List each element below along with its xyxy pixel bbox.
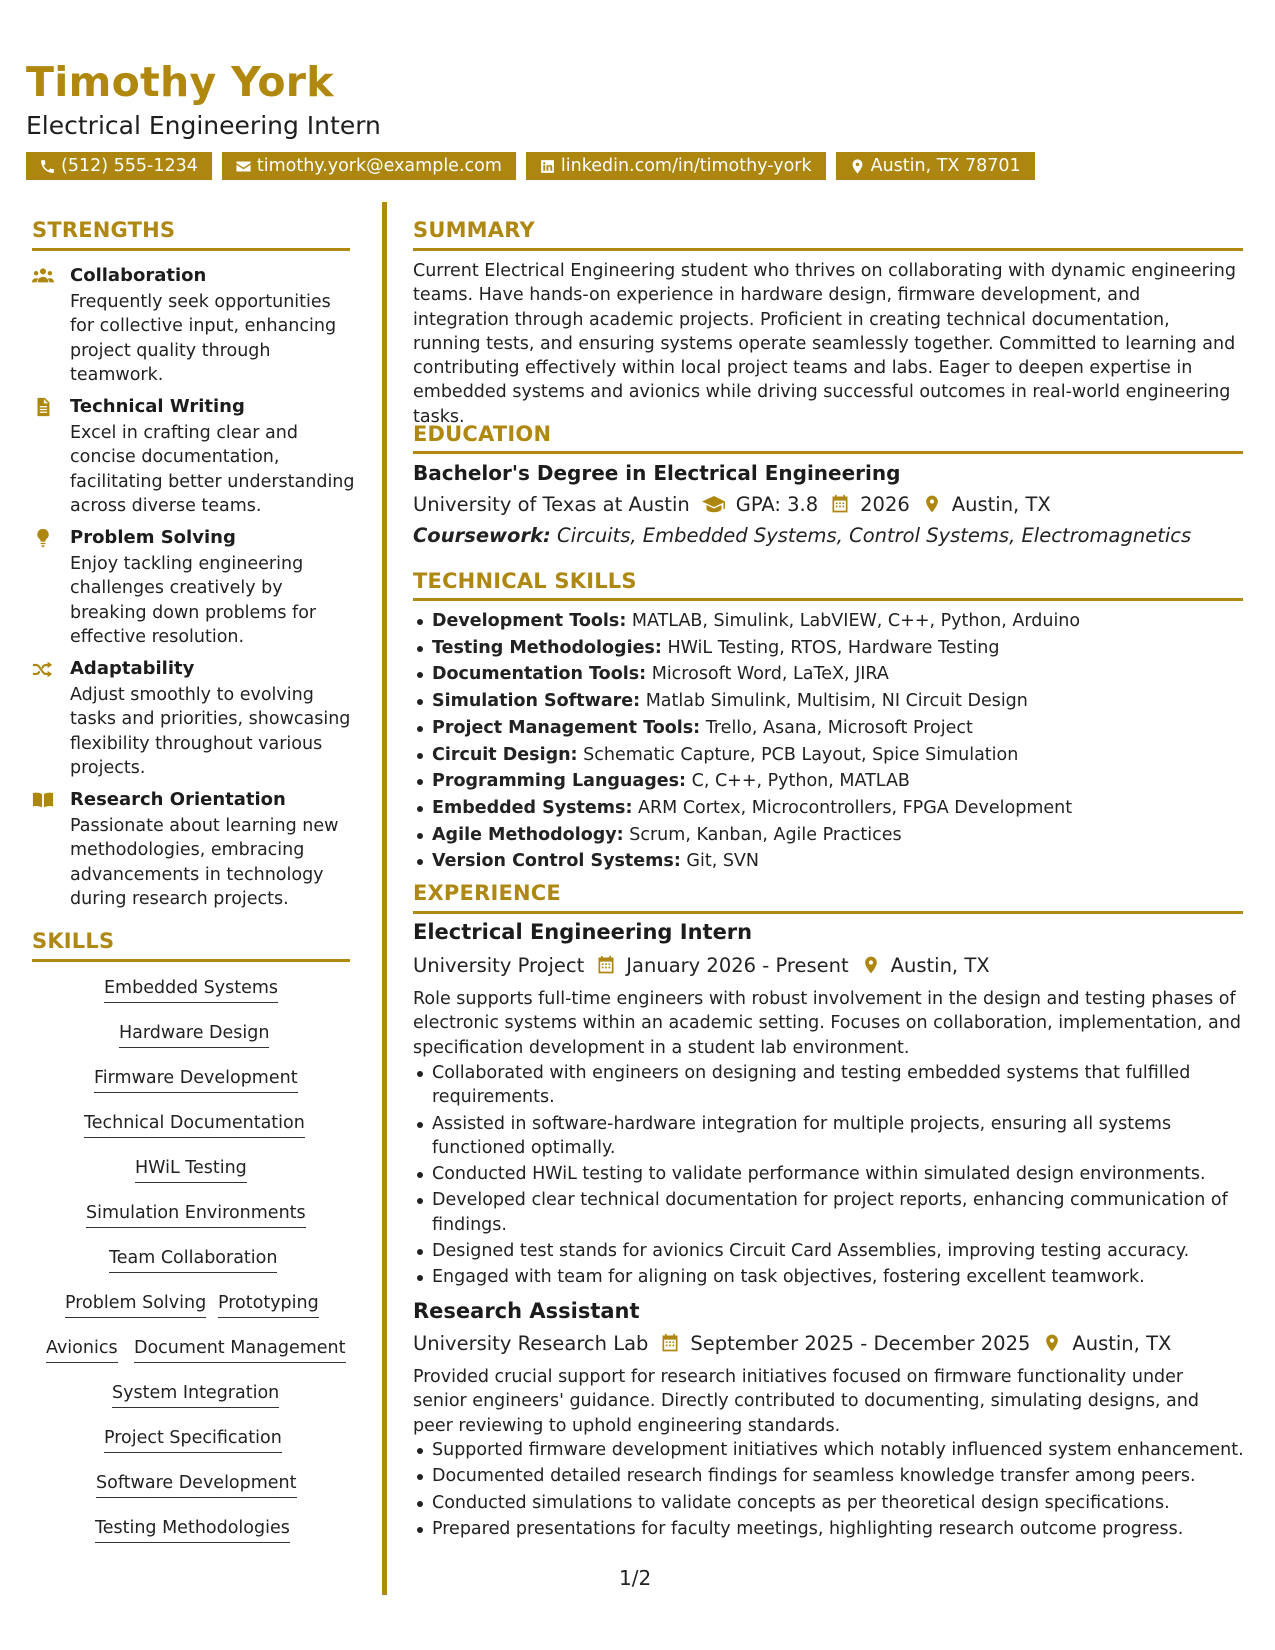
lightbulb-icon <box>32 528 54 548</box>
technical-skill-item <box>432 661 1267 688</box>
education-meta <box>413 491 1051 517</box>
strength-title: Collaboration <box>70 265 207 286</box>
phone-icon <box>39 158 56 175</box>
skill-tag: Firmware Development <box>94 1067 298 1093</box>
skill-tag: Technical Documentation <box>84 1112 305 1138</box>
technical-skill-item <box>432 795 1267 822</box>
coursework-list: Circuits, Embedded Systems, Control Systems, Electromagnetics <box>557 524 1192 547</box>
strength-description: Passionate about learning new methodologies, embracing advancements in technology during research projects. <box>70 816 339 909</box>
job-bullet: Collaborated with engineers on designing and testing embedded systems that fulfilled requirements. <box>432 1061 1267 1110</box>
job-bullet: Conducted HWiL testing to validate performance within simulated design environments. <box>432 1162 1267 1186</box>
skill-values: MATLAB, Simulink, LabVIEW, C++, Python, Arduino <box>631 611 1081 631</box>
skill-tag: Prototyping <box>218 1292 319 1318</box>
technical-skills-list <box>413 608 1267 875</box>
technical-skill-item <box>432 822 1267 849</box>
education-location: Austin, TX <box>951 492 1051 516</box>
school-name: University of Texas at Austin <box>413 492 690 516</box>
job-organization: University Research Lab <box>413 1331 649 1355</box>
skill-tag: Software Development <box>96 1472 297 1498</box>
map-pin-icon <box>849 158 866 175</box>
calendar-icon <box>660 1333 680 1353</box>
skill-tag: Avionics <box>46 1337 118 1363</box>
contact-bar <box>26 152 1035 180</box>
job-description: Provided crucial support for research initiatives focused on firmware functionality under senior engineers' guidance. Directly contributed to documenting, simulating designs, and peer reviewing to uphold engineering standards. <box>413 1367 1199 1436</box>
skill-tag: Document Management <box>134 1337 346 1363</box>
page-number: 1/2 <box>619 1566 652 1590</box>
job-bullet: Assisted in software-hardware integration for multiple projects, ensuring all systems functioned optimally. <box>432 1112 1267 1161</box>
skill-tag: Testing Methodologies <box>95 1517 290 1543</box>
skill-tag: Simulation Environments <box>86 1202 306 1228</box>
summary-text: Current Electrical Engineering student who thrives on collaborating with dynamic engineering teams. Have hands-on experience in hardware design, firmware development, and integration through academic projects. Proficient in creating technical documentation, running tests, and ensuring systems operate seamlessly together. Committed to learning and contributing effectively within local project teams and labs. Eager to deepen expertise in embedded systems and avionics while driving successful outcomes in real-world engineering tasks. <box>413 261 1236 427</box>
skill-category: Project Management Tools: <box>432 717 701 738</box>
skill-category: Programming Languages: <box>432 771 687 792</box>
skill-category: Simulation Software: <box>432 691 641 712</box>
job-bullets <box>413 1061 1267 1292</box>
email-contact[interactable] <box>222 152 516 180</box>
summary-rule <box>413 248 1243 251</box>
skills-rule <box>32 959 350 962</box>
job-location: Austin, TX <box>890 953 990 977</box>
skill-values: Microsoft Word, LaTeX, JIRA <box>651 664 889 685</box>
skill-values: Matlab Simulink, Multisim, NI Circuit Design <box>645 691 1028 712</box>
skill-values: HWiL Testing, RTOS, Hardware Testing <box>667 637 1000 658</box>
skill-values: C, C++, Python, MATLAB <box>691 771 910 792</box>
technical-skill-item <box>432 688 1267 715</box>
skills-heading: SKILLS <box>32 929 115 953</box>
book-open-icon <box>32 790 54 810</box>
calendar-icon <box>596 955 616 975</box>
email-text: timothy.york@example.com <box>256 156 502 176</box>
linkedin-contact[interactable] <box>526 152 826 180</box>
technical-skill-item <box>432 608 1267 635</box>
document-icon <box>32 397 54 417</box>
job-title: Research Assistant <box>413 1299 640 1323</box>
skill-category: Development Tools: <box>432 611 627 631</box>
graduation-cap-icon <box>702 494 726 514</box>
strength-description: Excel in crafting clear and concise documentation, facilitating better understanding across diverse teams. <box>70 423 355 516</box>
job-dates: January 2026 - Present <box>626 953 849 977</box>
education-rule <box>413 451 1243 454</box>
skill-values: Git, SVN <box>686 851 759 872</box>
skill-category: Circuit Design: <box>432 744 578 765</box>
skill-category: Version Control Systems: <box>432 851 681 872</box>
users-icon <box>32 266 54 286</box>
job-description: Role supports full-time engineers with robust involvement in the design and testing phases of electronic systems within an academic setting. Focuses on collaboration, implementation, and specification development in a student lab environment. <box>413 989 1241 1058</box>
job-meta <box>413 1330 1171 1356</box>
strength-title: Adaptability <box>70 658 195 679</box>
strength-description: Adjust smoothly to evolving tasks and priorities, showcasing flexibility throughout various projects. <box>70 685 351 778</box>
phone-text: (512) 555-1234 <box>61 156 198 176</box>
skill-category: Testing Methodologies: <box>432 637 662 658</box>
skill-tag: Project Specification <box>104 1427 282 1453</box>
strength-title: Research Orientation <box>70 789 286 810</box>
technical-skill-item <box>432 635 1267 662</box>
coursework-label: Coursework: <box>413 524 551 547</box>
job-dates: September 2025 - December 2025 <box>690 1331 1031 1355</box>
technical-skills-rule <box>413 598 1243 601</box>
gpa-value: GPA: 3.8 <box>735 492 819 516</box>
shuffle-icon <box>32 659 54 679</box>
envelope-icon <box>235 158 252 175</box>
coursework <box>413 524 1191 547</box>
skill-values: Schematic Capture, PCB Layout, Spice Simulation <box>583 744 1019 765</box>
job-location: Austin, TX <box>1072 1331 1172 1355</box>
map-pin-icon <box>922 494 942 514</box>
phone-contact[interactable] <box>26 152 212 180</box>
graduation-year: 2026 <box>860 492 910 516</box>
experience-rule <box>413 911 1243 914</box>
strengths-heading: STRENGTHS <box>32 218 176 242</box>
candidate-title: Electrical Engineering Intern <box>26 111 381 140</box>
skill-values: Scrum, Kanban, Agile Practices <box>629 824 902 845</box>
candidate-name: Timothy York <box>26 58 334 106</box>
skill-tag: Hardware Design <box>119 1022 269 1048</box>
job-bullet: Developed clear technical documentation for project reports, enhancing communication of findings. <box>432 1188 1267 1237</box>
map-pin-icon <box>861 955 881 975</box>
skill-values: Trello, Asana, Microsoft Project <box>705 717 973 738</box>
linkedin-icon <box>539 158 556 175</box>
strengths-rule <box>32 248 350 251</box>
job-bullets <box>413 1438 1267 1543</box>
skill-tag: Problem Solving <box>65 1292 206 1318</box>
job-title: Electrical Engineering Intern <box>413 920 753 944</box>
job-bullet: Supported firmware development initiatives which notably influenced system enhancement. <box>432 1438 1267 1462</box>
strength-description: Enjoy tackling engineering challenges creatively by breaking down problems for effective resolution. <box>70 554 317 647</box>
job-meta <box>413 952 990 978</box>
technical-skill-item <box>432 848 1267 875</box>
skill-tag: Embedded Systems <box>104 977 278 1003</box>
degree-title: Bachelor's Degree in Electrical Engineering <box>413 461 901 485</box>
map-pin-icon <box>1042 1333 1062 1353</box>
location-contact[interactable] <box>836 152 1035 180</box>
education-heading: EDUCATION <box>413 422 552 446</box>
job-bullet: Engaged with team for aligning on task objectives, fostering excellent teamwork. <box>432 1265 1267 1289</box>
technical-skill-item <box>432 742 1267 769</box>
skill-tag: HWiL Testing <box>135 1157 247 1183</box>
strength-description: Frequently seek opportunities for collective input, enhancing project quality through teamwork. <box>70 292 337 385</box>
job-bullet: Conducted simulations to validate concepts as per theoretical design specifications. <box>432 1491 1267 1515</box>
skill-category: Embedded Systems: <box>432 797 633 818</box>
strength-title: Problem Solving <box>70 527 236 548</box>
job-organization: University Project <box>413 953 585 977</box>
skill-values: ARM Cortex, Microcontrollers, FPGA Development <box>638 797 1073 818</box>
linkedin-text: linkedin.com/in/timothy-york <box>560 156 812 176</box>
calendar-icon <box>830 494 850 514</box>
job-bullet: Designed test stands for avionics Circuit Card Assemblies, improving testing accuracy. <box>432 1239 1267 1263</box>
skill-category: Documentation Tools: <box>432 664 647 685</box>
skill-tag: System Integration <box>112 1382 279 1408</box>
skill-category: Agile Methodology: <box>432 824 624 845</box>
technical-skill-item <box>432 715 1267 742</box>
experience-heading: EXPERIENCE <box>413 881 561 905</box>
job-bullet: Documented detailed research findings for seamless knowledge transfer among peers. <box>432 1464 1267 1488</box>
summary-heading: SUMMARY <box>413 218 535 242</box>
strength-title: Technical Writing <box>70 396 245 417</box>
technical-skill-item <box>432 768 1267 795</box>
skill-tag: Team Collaboration <box>109 1247 277 1273</box>
technical-skills-heading: TECHNICAL SKILLS <box>413 569 637 593</box>
column-divider <box>382 202 387 1595</box>
location-text: Austin, TX 78701 <box>870 156 1021 176</box>
job-bullet: Prepared presentations for faculty meetings, highlighting research outcome progress. <box>432 1517 1267 1541</box>
